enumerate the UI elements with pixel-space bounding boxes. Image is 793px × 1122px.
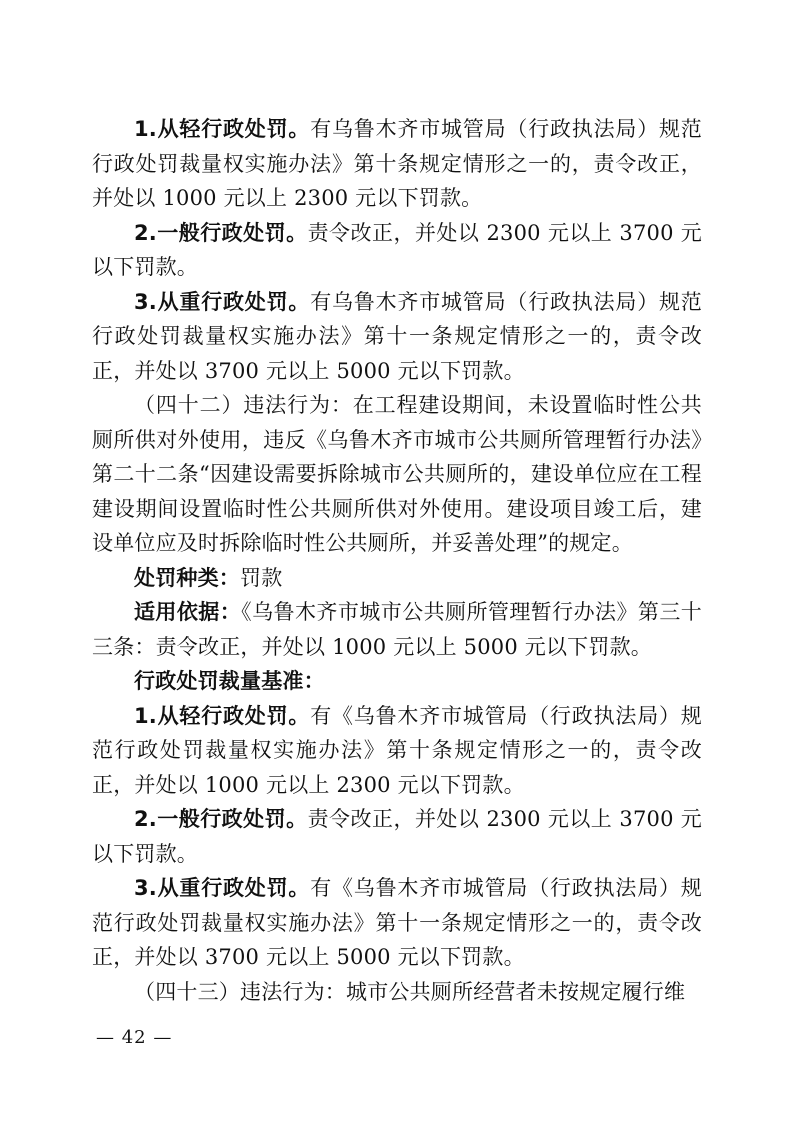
paragraph-lead: 1.从轻行政处罚。	[134, 117, 311, 141]
paragraph-lead: （四十二）违法行为：	[134, 393, 353, 417]
paragraph-lead: 3.从重行政处罚。	[134, 289, 311, 314]
paragraph-violation-43	[92, 975, 702, 1010]
paragraph-lead: （四十三）违法行为：	[134, 979, 346, 1004]
paragraph-lead: 2.一般行政处罚。	[134, 220, 308, 245]
paragraph-text: 城市公共厕所经营者未按规定履行维	[346, 979, 686, 1004]
paragraph-light-penalty-2	[92, 699, 702, 803]
paragraph-heavy-penalty-1	[92, 285, 702, 389]
paragraph-lead: 1.从轻行政处罚。	[134, 703, 311, 728]
paragraph-penalty-type	[92, 561, 702, 596]
paragraph-general-penalty-2	[92, 802, 702, 871]
paragraph-text: 在工程建设期间，未设置临时性公共厕所供对外使用，违反《乌鲁木齐市城市公共厕所管理暂行办法》第二十二条“因建设需要拆除城市公共厕所的，建设单位应在工程建设期间设置临时性公共厕所供对外使用。建设项目竣工后，建设单位应及时拆除临时性公共厕所，并妥善处理”的规定。	[92, 393, 702, 555]
paragraph-text: 罚款	[240, 565, 283, 590]
paragraph-violation-42	[92, 388, 702, 561]
document-body	[92, 112, 702, 1009]
page-number: — 42 —	[96, 1027, 173, 1048]
paragraph-heavy-penalty-2	[92, 871, 702, 975]
paragraph-text: 责令改正，并处以 2300 元以上 3700 元以下罚款。	[92, 220, 703, 279]
paragraph-lead: 处罚种类：	[134, 565, 240, 590]
paragraph-text: 有《乌鲁木齐市城管局（行政执法局）规范行政处罚裁量权实施办法》第十条规定情形之一的，责令改正，并处以 1000 元以上 2300 元以下罚款。	[92, 703, 703, 797]
paragraph-lead: 行政处罚裁量基准：	[134, 669, 325, 693]
paragraph-text: 有乌鲁木齐市城管局（行政执法局）规范行政处罚裁量权实施办法》第十一条规定情形之一的，责令改正，并处以 3700 元以上 5000 元以下罚款。	[92, 289, 703, 383]
paragraph-legal-basis	[92, 595, 702, 664]
paragraph-lead: 2.一般行政处罚。	[134, 807, 308, 831]
paragraph-general-penalty-1	[92, 216, 702, 285]
paragraph-text: 《乌鲁木齐市城市公共厕所管理暂行办法》第三十三条：责令改正，并处以 1000 元以上 5000 元以下罚款。	[92, 600, 702, 659]
paragraph-text: 有《乌鲁木齐市城管局（行政执法局）规范行政处罚裁量权实施办法》第十一条规定情形之一的，责令改正，并处以 3700 元以上 5000 元以下罚款。	[92, 876, 703, 969]
paragraph-discretion-standard	[92, 664, 702, 699]
paragraph-light-penalty-1	[92, 112, 702, 216]
paragraph-text: 有乌鲁木齐市城管局（行政执法局）规范行政处罚裁量权实施办法》第十条规定情形之一的，责令改正，并处以 1000 元以上 2300 元以下罚款。	[92, 117, 703, 210]
paragraph-lead: 适用依据：	[134, 600, 242, 624]
paragraph-text: 责令改正，并处以 2300 元以上 3700 元以下罚款。	[92, 807, 703, 866]
paragraph-lead: 3.从重行政处罚。	[134, 876, 311, 900]
